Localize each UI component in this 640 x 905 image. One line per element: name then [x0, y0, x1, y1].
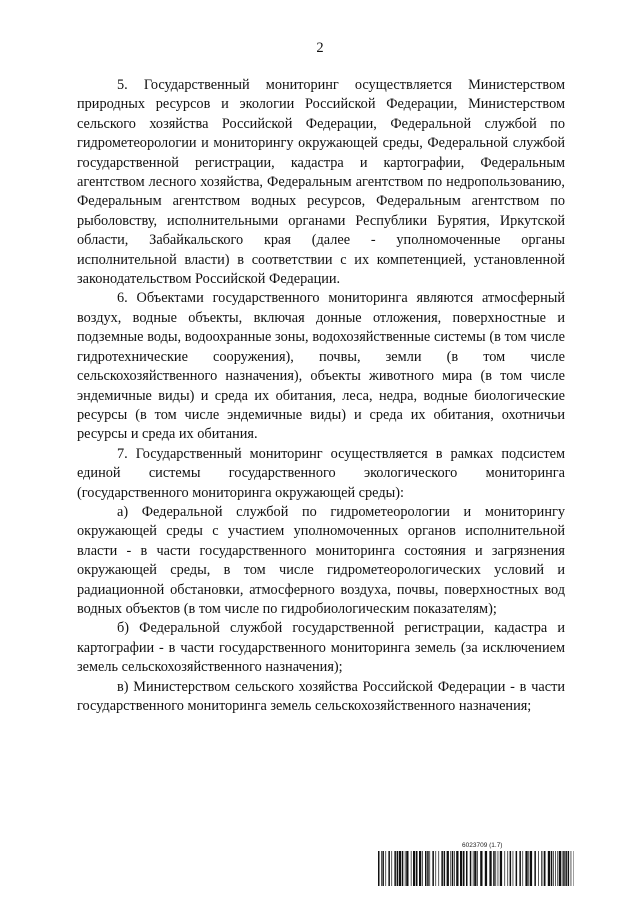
barcode-bar [516, 851, 518, 886]
barcode-bar [513, 851, 514, 886]
barcode-bar [510, 851, 512, 886]
barcode-bar [500, 851, 502, 886]
barcode-bar [551, 851, 553, 886]
subparagraph-b: б) Федеральной службой государственной регистрации, кадастра и картографии - в части государственного мониторинга земель (за исключением земель сельскохозяйственного назначения); [77, 620, 565, 676]
barcode-bar [477, 851, 478, 886]
barcode-caption: 6023709 (1.7) [462, 842, 503, 849]
barcode-bar [466, 851, 468, 886]
barcode-bar [480, 851, 482, 886]
barcode-bar [493, 851, 495, 886]
barcode-bar [463, 851, 465, 886]
barcode-bar [538, 851, 539, 886]
barcode-bar [504, 851, 505, 886]
barcode-bar [452, 851, 454, 886]
barcode-bar [388, 851, 390, 886]
barcode-bar [474, 851, 476, 886]
barcode-bar [385, 851, 386, 886]
barcode-bar [406, 851, 408, 886]
barcode-bar [397, 851, 399, 886]
barcode-bar [553, 851, 554, 886]
barcode-bar [450, 851, 451, 886]
barcode-bar [543, 851, 544, 886]
barcode-bar [460, 851, 462, 886]
barcode-bar [563, 851, 565, 886]
subparagraph-a: а) Федеральной службой по гидрометеорологии и мониторингу окружающей среды с участием уполномоченных органов исполнительной власти - в части государственного мониторинга состояния и загрязнения окружающей среды, в том числе гидрометеорологических условий и радиационной обстановки, атмосферного воздуха, почвы, поверхностных вод водных объектов (в том числе по гидробиологическим показателям); [77, 503, 565, 617]
barcode-bar [528, 851, 529, 886]
paragraph-item-5: 5. Государственный мониторинг осуществляется Министерством природных ресурсов и экологии Российской Федерации, Министерством сельского хозяйства Российской Федерации, Федеральной службой по гидрометеорологии и мониторингу окружающей среды, Федеральной службой государственной регистрации, кадастра и картографии, Федеральным агентством лесного хозяйства, Федеральным агентством по недропользованию, Федеральным агентством водных ресурсов, Федеральным агентством по рыболовству, исполнительными органами Республики Бурятия, Иркутской области, Забайкальского края (далее - уполномоченные органы исполнительной власти) в соответствии с их компетенцией, установленной законодательством Российской Федерации. [77, 77, 565, 288]
barcode-bar [391, 851, 392, 886]
barcode-bar [394, 851, 396, 886]
barcode-bar [548, 851, 550, 886]
barcode-bar [519, 851, 521, 886]
barcode-bar [525, 851, 527, 886]
barcode-bar [382, 851, 384, 886]
barcode-bar [534, 851, 536, 886]
barcode-bar [489, 851, 491, 886]
barcode-bar [416, 851, 418, 886]
document-body [77, 76, 565, 716]
barcode-bar [444, 851, 446, 886]
barcode-bar [473, 851, 474, 886]
barcode-bar [485, 851, 487, 886]
subparagraph-v: в) Министерством сельского хозяйства Российской Федерации - в части государственного мониторинга земель сельскохозяйственного назначения; [77, 678, 565, 714]
barcode-bar [435, 851, 436, 886]
barcode-bar [381, 851, 382, 886]
barcode-bar [402, 851, 404, 886]
barcode-bar [447, 851, 449, 886]
barcode-bar [470, 851, 472, 886]
barcode-bar [544, 851, 546, 886]
barcode-bar [498, 851, 499, 886]
barcode-bar [422, 851, 423, 886]
barcode-bar [456, 851, 458, 886]
barcode-bar [438, 851, 439, 886]
barcode-bar [522, 851, 523, 886]
paragraph-item-6: 6. Объектами государственного мониторинга являются атмосферный воздух, водные объекты, включая донные отложения, поверхностные и подземные воды, водоохранные зоны, водохозяйственные системы (в том числе гидротехнические сооружения), почвы, земли (в том числе сельскохозяйственного назначения), объекты животного мира (в том числе эндемичные виды) и среда их обитания, леса, недра, водные биологические ресурсы (в том числе эндемичные виды) и среда их обитания, охотничьи ресурсы и среда их обитания. [77, 290, 565, 443]
page-number: 2 [316, 40, 324, 56]
barcode-bar [399, 851, 401, 886]
barcode-bar [411, 851, 412, 886]
barcode-bar [441, 851, 443, 886]
barcode-bars-icon [378, 851, 574, 886]
barcode-bar [429, 851, 430, 886]
barcode-bar [568, 851, 570, 886]
barcode-bar [425, 851, 427, 886]
barcode-bar [562, 851, 563, 886]
barcode-bar [405, 851, 406, 886]
barcode-bar [530, 851, 532, 886]
barcode-bar [555, 851, 556, 886]
barcode-bar [571, 851, 572, 886]
barcode-bar [507, 851, 508, 886]
barcode-bar [378, 851, 380, 886]
barcode-bar [432, 851, 434, 886]
barcode-bar [565, 851, 567, 886]
barcode-bar [557, 851, 558, 886]
paragraph-item-7: 7. Государственный мониторинг осуществляется в рамках подсистем единой системы государственного экологического мониторинга (государственного мониторинга окружающей среды): [77, 445, 565, 501]
barcode-bar [454, 851, 455, 886]
barcode [378, 842, 574, 886]
barcode-bar [419, 851, 421, 886]
barcode-bar [427, 851, 429, 886]
barcode-bar [495, 851, 496, 886]
barcode-bar [559, 851, 561, 886]
barcode-bar [413, 851, 415, 886]
barcode-bar [541, 851, 542, 886]
